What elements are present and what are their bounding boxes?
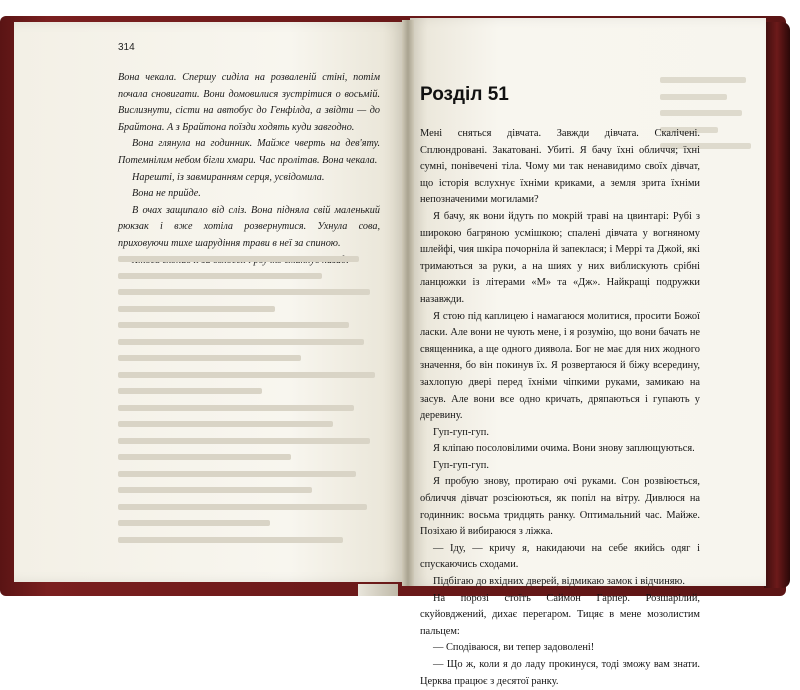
paragraph: Я стою під каплицею і намагаюся молитися, просити Божої ласки. Але вони не чують мене, і я розумію, що вони бачать не священника, а ще одного диявола. Бог не має для них жодного значення, бо він покинув їх. Я розвертаюся й біжу всередину, захлопую двері перед їхніми чіпкими руками, замикаю на засув. Але вони все одно кричать, дряпаються і гупають у деревину.: [420, 310, 700, 422]
paragraph: В очах защипало від сліз. Вона підняла свій маленький рюкзак і вже хотіла розвернутися. Ухнула сова, приховуючи тихе шарудіння трави в неї за спиною.: [118, 204, 380, 249]
page-number: 314: [118, 42, 135, 53]
left-page-text: [118, 70, 380, 269]
paragraph: Гуп-гуп-гуп.: [433, 426, 489, 438]
paragraph: Нарешті, із завмиранням серця, усвідомила.: [132, 171, 325, 183]
paragraph: Вона чекала. Спершу сиділа на розваленій стіні, потім почала сновигати. Вони домовилися зустрітися о восьмій. Вислизнути, сісти на автобус до Генфілда, а звідти — до Брайтона. А з Брайтона поїзди ходять куди завгодно.: [118, 72, 380, 133]
paragraph: Я бачу, як вони йдуть по мокрій траві на цвинтарі: Рубі з широкою багряною усмішкою; спалені дівчата у вогняному шлейфі, чия шкіра почорніла й запеклася; і Меррі та Джой, які тримаються за руки, а на шиях у них виблискують срібні ланцюжки із літерами «М» та «Дж». Найкращі подружки назавжди.: [420, 210, 700, 305]
paragraph: Вона не прийде.: [132, 188, 201, 200]
bookmark-ribbon: [358, 584, 398, 596]
paragraph: Мені сняться дівчата. Завжди дівчата. Скалічені. Сплюндровані. Закатовані. Убиті. Я бачу їхні обличчя; їхні сумні, понівечені тіла. Чому ми так ненавидимо своїх дівчат, що історія вслухнує їхніми криками, а земля зрита їхніми непозначеними могилами?: [420, 128, 700, 206]
right-page-text: [420, 126, 700, 690]
chapter-title: Розділ 51: [420, 84, 509, 105]
paragraph: Гуп-гуп-гуп.: [433, 459, 489, 471]
paragraph: Я кліпаю посоловілими очима. Вони знову заплющуються.: [433, 443, 695, 455]
paragraph: — Іду, — кричу я, накидаючи на себе якийсь одяг і спускаючись сходами.: [420, 542, 700, 571]
book-gutter: [402, 20, 414, 586]
show-through-text: [118, 250, 380, 550]
paragraph: — Сподіваюся, ви тепер задоволені!: [433, 642, 595, 654]
paragraph: Підбігаю до вхідних дверей, відмикаю замок і відчиняю.: [433, 576, 685, 588]
paragraph: На порозі стоїть Саймон Гарпер. Розшарілий, скуйовджений, дихає перегаром. Тицяє в мене мозолистим пальцем:: [420, 592, 700, 637]
paragraph: Я пробую знову, протираю очі руками. Сон розвіюється, обличчя дівчат розсіюються, як попіл на вітру. Дивлюся на годинник: восьма тридцять ранку. Оптимальний час. Майже. Позіхаю й вибираюся з ліжка.: [420, 476, 700, 538]
book-cover-edge: [764, 22, 790, 588]
paragraph: Вона глянула на годинник. Майже чверть на дев'яту. Потемнілим небом бігли хмари. Час пролітав. Вона чекала.: [118, 138, 380, 166]
paragraph: — Що ж, коли я до ладу прокинуся, тоді зможу вам знати. Церква працює з десятої ранку.: [420, 659, 700, 687]
